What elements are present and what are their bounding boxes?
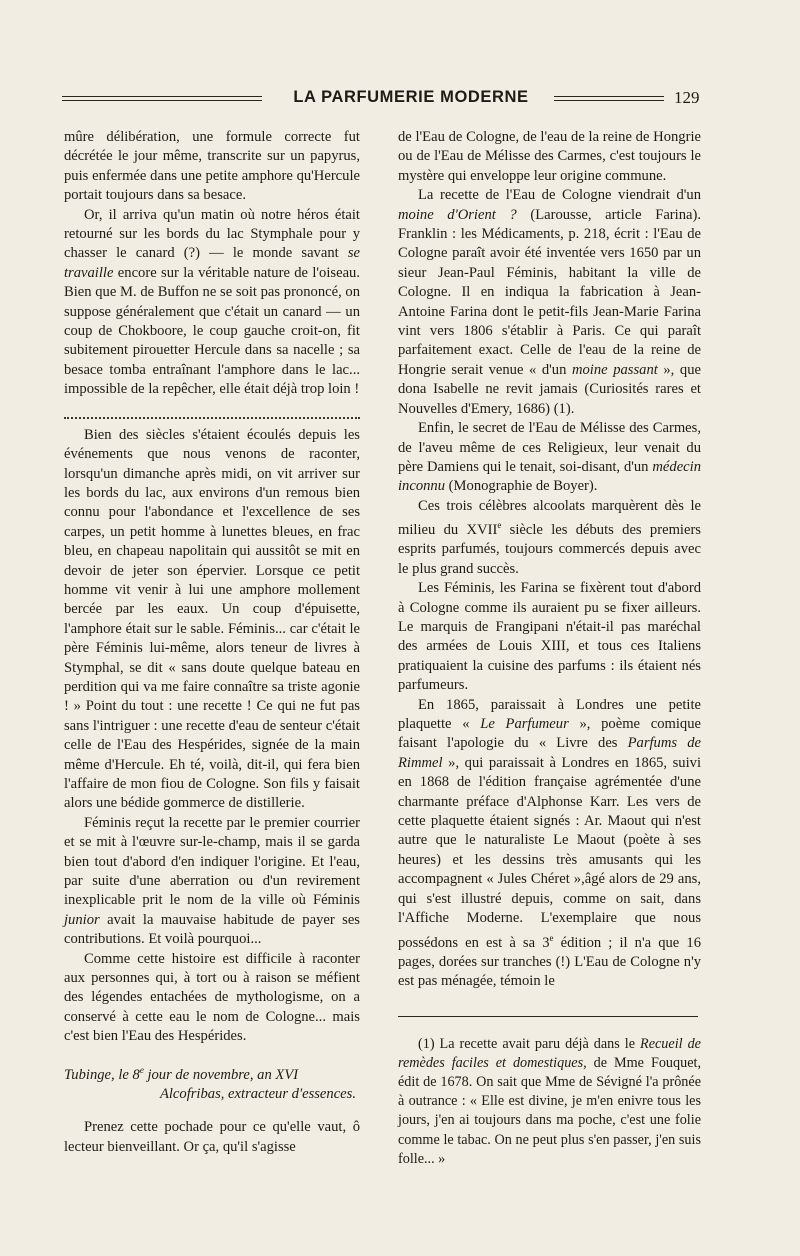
paragraph: [398, 419, 701, 497]
text-run: Or, il arriva qu'un matin où notre héros était retourné sur les bords du lac Stymphale pour y chasser le canard (?) — le monde savant: [64, 206, 360, 262]
text-run: jour de novembre, an XVI: [143, 1066, 299, 1083]
left-column: [64, 128, 360, 1157]
text-run: », poème comique faisant l'apologie du « Livre des: [398, 716, 701, 752]
text-run: (Monographie de Boyer).: [445, 478, 598, 495]
superscript: e: [139, 1064, 144, 1075]
signature-place-date: [64, 1061, 360, 1085]
italic-text: junior: [64, 911, 100, 928]
header-rule-left: [62, 96, 262, 101]
text-run: avait la mauvaise habitude de payer ses contributions. Et voilà pourquoi...: [64, 911, 360, 948]
text-run: La recette de l'Eau de Cologne viendrait d'un: [418, 187, 701, 204]
text-run: », qui paraissait à Londres en 1865, suivi en 1868 de l'édition française agrémentée d'une charmante préface d'Alphonse Karr. Les vers de cette plaquette étaient signés : Ar. Maout qui n'est autre que le naturaliste Le Maout (poète à ses heures) et les dessins très amusants qui les accompagnent « Jules Chéret »,âgé alors de 29 ans, qui s'est illustré depuis, comme on sait, dans l'Affiche Moderne. L'exemplaire que nous possédons en est à sa 3: [398, 754, 701, 951]
text-run: édition ; il n'a que 16 pages, dorées sur tranches (!) L'Eau de Cologne n'y est pas ménagée, témoin le: [398, 934, 701, 990]
text-run: », que dona Isabelle ne revit jamais (Curiosités rares et Nouvelles d'Emery, 1686) (1).: [398, 361, 701, 417]
footnote-rule: [398, 1016, 698, 1017]
page-header: [62, 88, 700, 110]
dotted-separator: [64, 407, 360, 419]
paragraph: [398, 696, 701, 992]
paragraph: [398, 186, 701, 419]
text-run: (1) La recette avait paru déjà dans le: [418, 1035, 641, 1052]
italic-text: Le Parfumeur: [480, 716, 569, 733]
header-rule-right: [554, 96, 664, 101]
text-run: En 1865, paraissait à Londres une petite plaquette «: [398, 696, 701, 733]
italic-text: médecin inconnu: [398, 458, 701, 495]
paragraph: Comme cette histoire est difficile à raconter aux personnes qui, à tort ou à raison se méfient des légendes entachées de mythologisme, on a conservé à cette eau le nom de Cologne... mais c'est bien l'Eau des Hespérides.: [64, 950, 360, 1045]
spacer: [64, 1104, 360, 1118]
text-run: de Mme Fouquet, édit de 1678. On sait que Mme de Sévigné l'a prônée à outrance : « Elle est divine, je m'en enivre tous les jours, j'en ai toujours dans ma poche, c'est une folie comme le tabac. On ne peut plus s'en passer, j'en suis folle... »: [398, 1054, 701, 1167]
text-run: Enfin, le secret de l'Eau de Mélisse des Carmes, de l'aveu même de ces Religieux, leur venait du père Damiens qui le tenait, soi-disant, d'un: [398, 420, 701, 475]
paragraph: [64, 814, 360, 950]
footnote: [398, 1035, 701, 1169]
italic-text: moine passant: [571, 361, 658, 378]
page-number: 129: [674, 88, 700, 107]
paragraph: mûre délibération, une formule correcte fut décrétée le jour même, transcrite sur un papyrus, puis enfermée dans une petite amphore qu'Hercule portait toujours dans sa besace.: [64, 129, 360, 204]
superscript: e: [497, 520, 502, 531]
paragraph: Bien des siècles s'étaient écoulés depuis les événements que nous venons de raconter, lorsqu'un dimanche après midi, on vit arriver sur les bords du lac, aux environs d'un remous bien connu pour l'abondance et l'excellence de ses carpes, un petit homme à lunettes bleues, en frac bleu, en chapeau napolitain qui aussitôt se mit en devoir de jeter son épervier. Lorsque ce petit homme vit venir à lui une amphore mollement bercée par les eaux. Un coup d'épuisette, l'amphore était sur le sable. Féminis... car c'était le père Féminis lui-même, alors teneur de livres à Stymphal, se dit « sans doute quelque bateau en perdition qui va me faire connaître sa triste agonie ! » Point du tout : une recette ! Ce qui ne fut pas sans l'intriguer : une recette d'eau de senteur c'était celle de l'Eau des Hespérides, signée de la main même d'Hercule. Eh té, voilà, dit-il, qui fera bien l'affaire de mon fiou de Cologne. Son fils y faisait alors une bédide gommerce de distillerie.: [64, 426, 360, 812]
paragraph: [398, 497, 701, 579]
text-run: siècle les débuts des premiers esprits parfumés, toujours commercés depuis avec le plus grand succès.: [398, 521, 701, 577]
italic-text: se travaille: [64, 245, 360, 281]
italic-text: Parfums de Rimmel: [398, 735, 701, 771]
italic-text: Recueil de remèdes faciles et domestiques,: [398, 1035, 701, 1071]
signature-author: Alcofribas, extracteur d'essences.: [159, 1085, 356, 1102]
text-run: encore sur la véritable nature de l'oiseau. Bien que M. de Buffon ne se soit pas prononcé, on suppose généralement que c'était un canard — un coup de Chokboore, le coup gauche croit-on, fit subitement pirouetter Hercule dans sa nacelle ; sa besace tomba entraînant l'amphore dans le lac... impossible de la repêcher, elle était déjà trop loin !: [64, 264, 360, 398]
right-column: [398, 128, 701, 1169]
running-title: LA PARFUMERIE MODERNE: [293, 88, 529, 106]
text-run: Féminis reçut la recette par le premier courrier et se mit à l'œuvre sur-le-champ, mais il se garda bien tout d'abord d'en indiquer l'origine. Et l'eau, par suite d'une aberration ou d'un revirement inexplicable prit le nom de la ville où Féminis: [64, 814, 360, 909]
paragraph: de l'Eau de Cologne, de l'eau de la reine de Hongrie ou de l'Eau de Mélisse des Carmes, c'est toujours le mystère qui enveloppe leur origine commune.: [398, 129, 701, 184]
text-run: (Larousse, article Farina). Franklin : les Médicaments, p. 218, écrit : l'Eau de Cologne paraît avoir été inventée vers 1650 par un sieur Jean-Paul Féminis, habitant la ville de Cologne. Il en indiqua la fabrication à Jean-Antoine Farina dont le petit-fils Jean-Marie Farina vint vers 1806 s'établir à Paris. Ce qui paraît parfaitement exact. Celle de l'eau de la reine de Hongrie serait venue « d'un: [398, 206, 701, 378]
italic-text: moine d'Orient ?: [398, 206, 517, 223]
paragraph: [64, 206, 360, 400]
paragraph: Les Féminis, les Farina se fixèrent tout d'abord à Cologne comme ils auraient pu se fixer ailleurs. Le marquis de Frangipani n'était-il pas maréchal des armées de Louis XIII, et tous ces Italiens pratiquaient la cuisine des parfums : ils étaient nés parfumeurs.: [398, 580, 701, 694]
paragraph: Prenez cette pochade pour ce qu'elle vaut, ô lecteur bienveillant. Or ça, qu'il s'agisse: [64, 1119, 360, 1155]
superscript: e: [549, 932, 554, 943]
text-run: Tubinge, le 8: [64, 1066, 140, 1083]
text-run: Ces trois célèbres alcoolats marquèrent dès le milieu du XVII: [398, 497, 701, 538]
